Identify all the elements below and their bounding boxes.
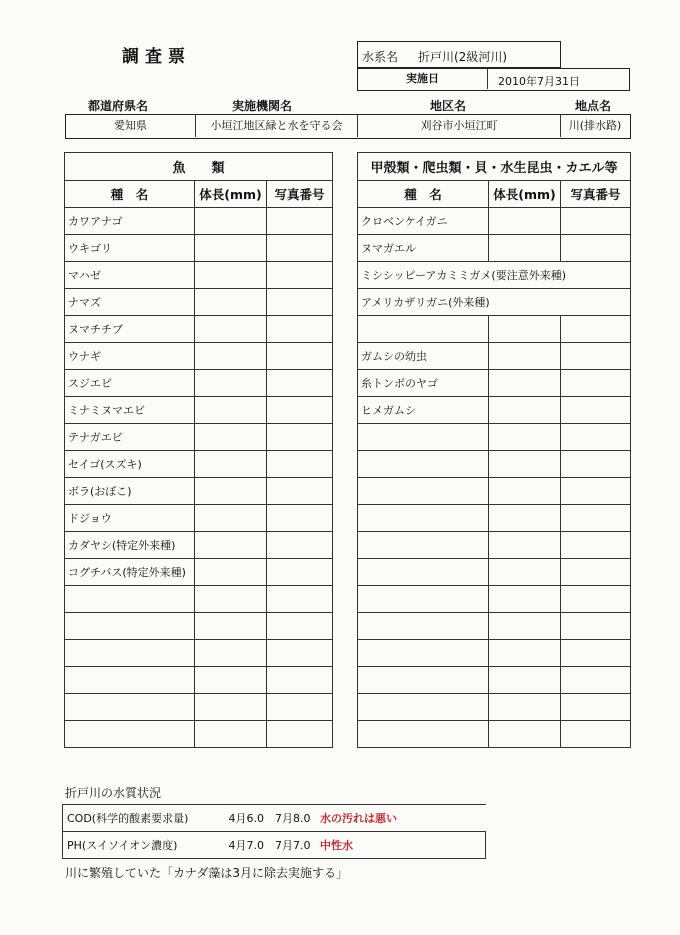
other-col-length: 体長(mm) [489,181,561,208]
other-photo-cell [561,640,631,667]
fish-photo-cell [267,694,333,721]
fish-species-cell [65,640,195,667]
fish-photo-cell [267,721,333,748]
other-length-cell [489,532,561,559]
other-photo-cell [561,478,631,505]
fish-row [65,343,333,370]
other-species-cell [358,721,489,748]
other-species-cell: ガムシの幼虫 [358,343,489,370]
other-row [358,667,631,694]
fish-species-cell: コグチバス(特定外来種) [65,559,195,586]
other-length-cell [489,667,561,694]
footer-note: 川に繁殖していた「カナダ藻は3月に除去実施する」 [65,866,349,880]
institution-value: 小垣江地区緑と水を守る会 [196,115,358,137]
other-length-cell [489,721,561,748]
other-species-cell: ヌマガエル [358,235,489,262]
fish-col-photo: 写真番号 [267,181,333,208]
other-row [358,208,631,235]
other-photo-cell [561,316,631,343]
cod-values: 4月6.0 7月8.0 [228,812,311,825]
other-length-cell [489,505,561,532]
other-photo-cell [561,505,631,532]
cod-label: COD(科学的酸素要求量) [67,812,189,825]
other-species-cell [358,451,489,478]
fish-photo-cell [267,316,333,343]
other-species-cell [358,667,489,694]
fish-length-cell [195,613,267,640]
fish-photo-cell [267,343,333,370]
fish-photo-cell [267,208,333,235]
fish-row [65,694,333,721]
fish-photo-cell [267,397,333,424]
other-row [358,505,631,532]
institution-label: 実施機関名 [232,99,293,113]
water-quality-table [62,804,486,859]
fish-length-cell [195,370,267,397]
other-row [358,397,631,424]
fish-row [65,397,333,424]
fish-length-cell [195,721,267,748]
fish-length-cell [195,478,267,505]
water-system-box [357,41,561,68]
fish-row [65,235,333,262]
fish-row [65,613,333,640]
water-system-value: 折戸川(2級河川) [418,50,507,64]
fish-photo-cell [267,505,333,532]
fish-photo-cell [267,235,333,262]
fish-length-cell [195,208,267,235]
fish-photo-cell [267,478,333,505]
fish-species-cell [65,667,195,694]
fish-species-cell: ミナミヌマエビ [65,397,195,424]
other-length-cell [489,640,561,667]
fish-species-cell [65,613,195,640]
date-box [357,68,630,91]
district-value: 刈谷市小垣江町 [358,115,561,137]
other-length-cell [489,586,561,613]
date-value: 2010年7月31日 [498,75,580,88]
fish-length-cell [195,289,267,316]
other-row [358,613,631,640]
other-col-species: 種 名 [358,181,489,208]
other-row [358,559,631,586]
location-row [65,114,631,139]
other-length-cell [489,343,561,370]
fish-row [65,559,333,586]
fish-photo-cell [267,451,333,478]
fish-length-cell [195,694,267,721]
ph-values: 4月7.0 7月7.0 [228,839,311,852]
other-species-cell: クロベンケイガニ [358,208,489,235]
fish-species-cell [65,721,195,748]
fish-species-cell: テナガエビ [65,424,195,451]
fish-row [65,262,333,289]
fish-row [65,316,333,343]
other-photo-cell [561,694,631,721]
other-col-photo: 写真番号 [561,181,631,208]
other-photo-cell [561,424,631,451]
fish-row [65,532,333,559]
other-photo-cell [561,343,631,370]
fish-table [64,152,333,748]
fish-species-cell: スジエビ [65,370,195,397]
other-photo-cell [561,397,631,424]
other-species-cell [358,694,489,721]
fish-col-species: 種 名 [65,181,195,208]
other-species-cell [358,532,489,559]
fish-photo-cell [267,289,333,316]
fish-table-title: 魚 類 [65,153,333,181]
fish-length-cell [195,343,267,370]
fish-species-cell: ボラ(おぼこ) [65,478,195,505]
fish-row [65,208,333,235]
fish-length-cell [195,667,267,694]
fish-photo-cell [267,262,333,289]
other-species-cell: ヒメガムシ [358,397,489,424]
fish-row [65,586,333,613]
fish-length-cell [195,424,267,451]
fish-photo-cell [267,640,333,667]
other-species-cell: 糸トンボのヤゴ [358,370,489,397]
fish-species-cell: ドジョウ [65,505,195,532]
fish-length-cell [195,397,267,424]
page-title: 調査票 [122,47,191,67]
fish-row [65,667,333,694]
date-label: 実施日 [358,69,488,89]
fish-species-cell: ヌマチチブ [65,316,195,343]
fish-length-cell [195,505,267,532]
ph-row [63,832,486,859]
ph-note: 中性水 [320,839,353,852]
other-length-cell [489,424,561,451]
other-species-cell [358,640,489,667]
other-length-cell [489,235,561,262]
other-photo-cell [561,667,631,694]
other-photo-cell [561,613,631,640]
other-species-cell [358,316,489,343]
other-photo-cell [561,451,631,478]
site-label: 地点名 [575,99,612,113]
fish-length-cell [195,559,267,586]
other-length-cell [489,208,561,235]
other-length-cell [489,316,561,343]
fish-photo-cell [267,613,333,640]
cod-note: 水の汚れは悪い [320,812,397,825]
fish-row [65,640,333,667]
fish-length-cell [195,640,267,667]
other-row [358,532,631,559]
fish-species-cell: カワアナゴ [65,208,195,235]
fish-photo-cell [267,370,333,397]
fish-row [65,505,333,532]
fish-species-cell: ナマズ [65,289,195,316]
other-length-cell [489,370,561,397]
other-table-title: 甲殻類・爬虫類・貝・水生昆虫・カエル等 [358,153,631,181]
other-row [358,640,631,667]
prefecture-label: 都道府県名 [88,99,149,113]
other-row [358,262,631,289]
fish-length-cell [195,586,267,613]
other-row [358,370,631,397]
fish-photo-cell [267,532,333,559]
fish-species-cell: マハゼ [65,262,195,289]
water-system-label: 水系名 [362,50,399,64]
ph-label: PH(スイソイオン濃度) [67,839,178,852]
other-table [357,152,631,748]
prefecture-value: 愛知県 [66,115,196,137]
fish-row [65,478,333,505]
other-species-cell [358,478,489,505]
district-label: 地区名 [430,99,467,113]
fish-species-cell: ウキゴリ [65,235,195,262]
fish-species-cell [65,586,195,613]
fish-species-cell: セイゴ(スズキ) [65,451,195,478]
cod-row [63,805,486,832]
fish-length-cell [195,532,267,559]
fish-species-cell [65,694,195,721]
fish-row [65,424,333,451]
other-row [358,289,631,316]
water-quality-heading: 折戸川の水質状況 [65,786,162,800]
other-length-cell [489,613,561,640]
other-row [358,451,631,478]
other-row [358,316,631,343]
other-length-cell [489,397,561,424]
fish-col-length: 体長(mm) [195,181,267,208]
other-length-cell [489,694,561,721]
other-species-cell: アメリカザリガニ(外来種) [358,289,631,316]
other-species-cell [358,505,489,532]
other-photo-cell [561,721,631,748]
other-row [358,343,631,370]
fish-length-cell [195,451,267,478]
other-species-cell [358,586,489,613]
fish-photo-cell [267,586,333,613]
other-length-cell [489,451,561,478]
other-photo-cell [561,208,631,235]
other-species-cell [358,559,489,586]
other-length-cell [489,559,561,586]
other-row [358,721,631,748]
other-row [358,694,631,721]
fish-length-cell [195,235,267,262]
other-species-cell [358,613,489,640]
other-length-cell [489,478,561,505]
fish-photo-cell [267,559,333,586]
fish-species-cell: カダヤシ(特定外来種) [65,532,195,559]
other-species-cell: ミシシッピーアカミミガメ(要注意外来種) [358,262,631,289]
site-value: 川(排水路) [568,119,622,132]
fish-row [65,451,333,478]
other-row [358,424,631,451]
other-photo-cell [561,559,631,586]
other-row [358,586,631,613]
other-species-cell [358,424,489,451]
other-row [358,235,631,262]
fish-row [65,370,333,397]
fish-photo-cell [267,424,333,451]
fish-row [65,289,333,316]
other-photo-cell [561,586,631,613]
fish-length-cell [195,316,267,343]
other-photo-cell [561,370,631,397]
other-row [358,478,631,505]
other-photo-cell [561,235,631,262]
other-photo-cell [561,532,631,559]
fish-photo-cell [267,667,333,694]
fish-row [65,721,333,748]
fish-length-cell [195,262,267,289]
fish-species-cell: ウナギ [65,343,195,370]
